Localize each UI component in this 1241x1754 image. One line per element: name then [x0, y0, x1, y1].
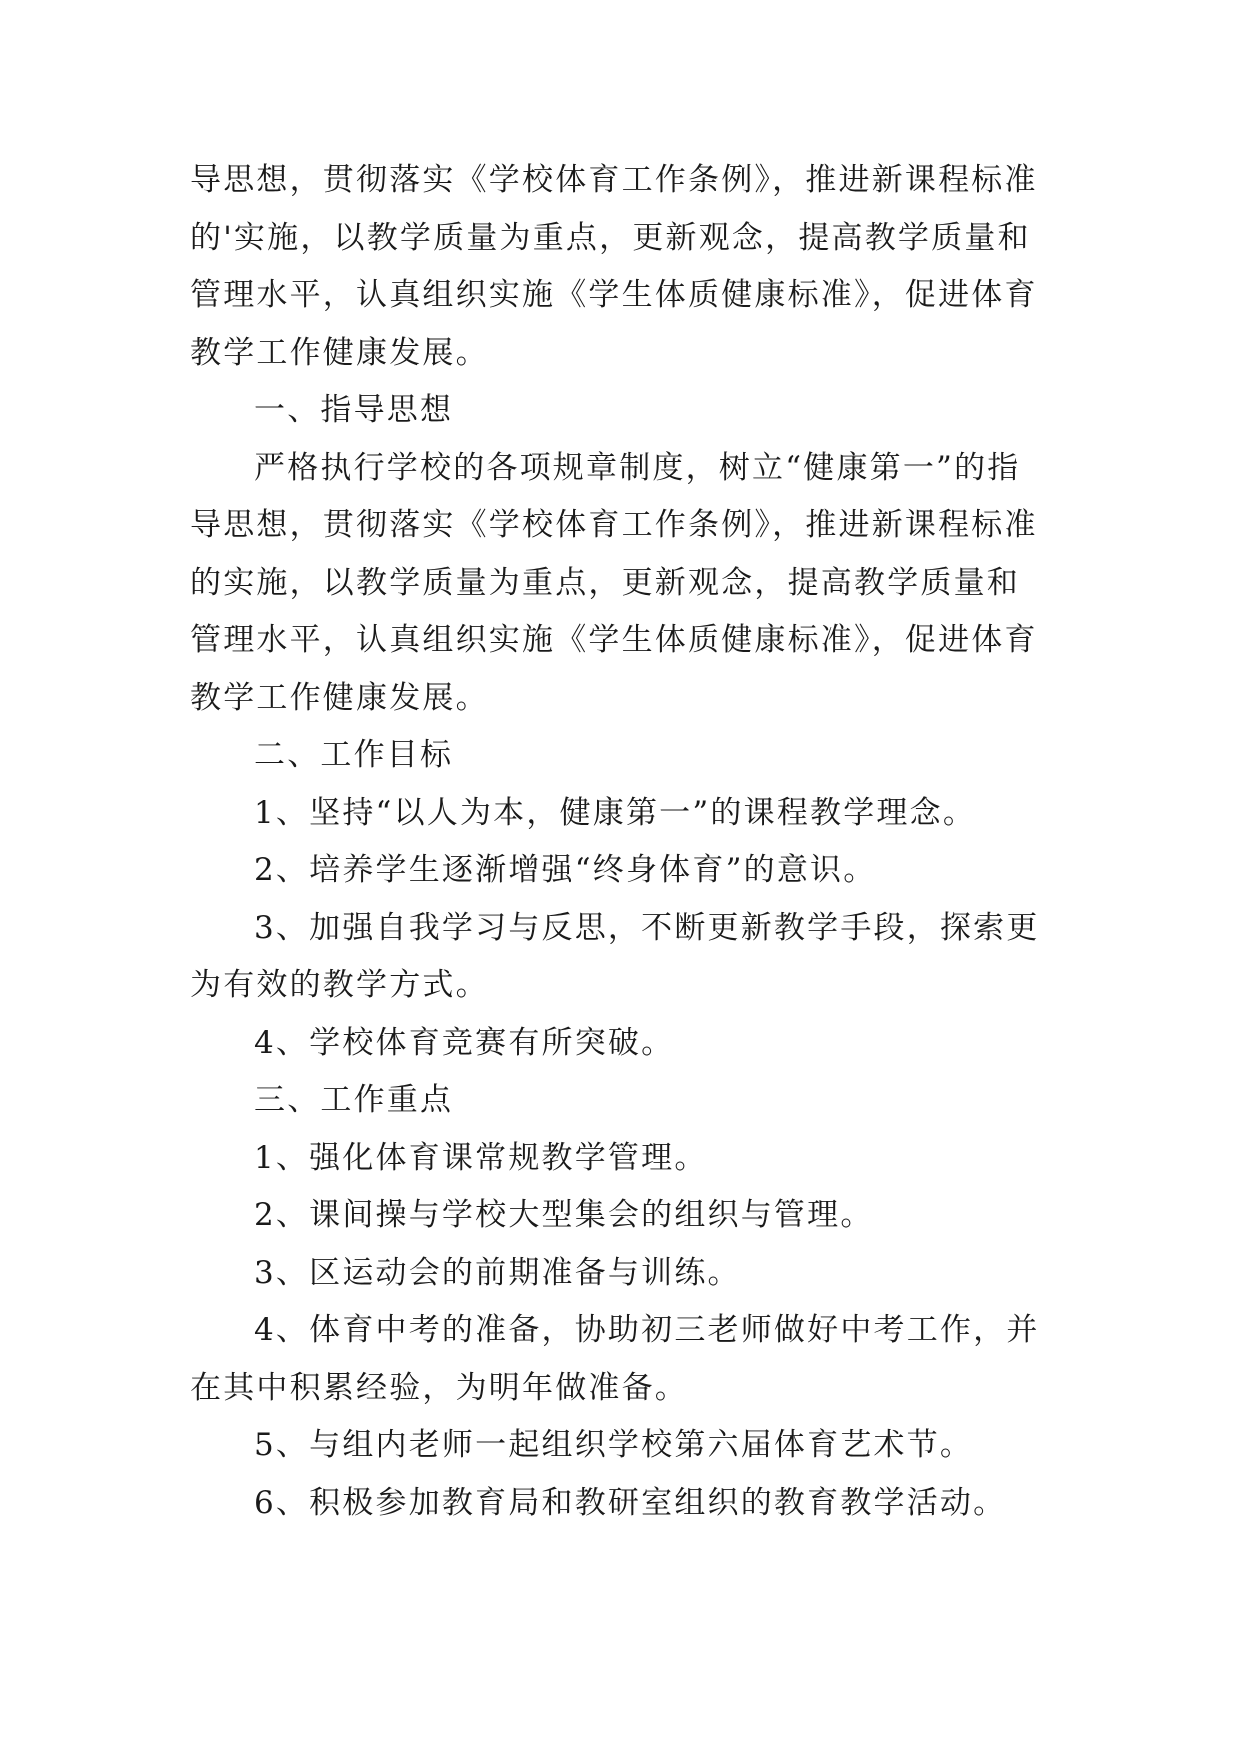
section-heading-guiding-ideology: 一、指导思想 — [254, 392, 454, 428]
focus-item-3: 3、区运动会的前期准备与训练。 — [254, 1254, 741, 1291]
focus-item-2: 2、课间操与学校大型集会的组织与管理。 — [254, 1197, 874, 1233]
section-heading-work-focus: 三、工作重点 — [254, 1082, 454, 1118]
document-body — [190, 152, 1050, 1532]
focus-item-4: 4、体育中考的准备，协助初三老师做好中考工作，并在其中积累经验，为明年做准备。 — [190, 1312, 1040, 1406]
goal-item-1: 1、坚持“以人为本，健康第一”的课程教学理念。 — [254, 794, 977, 831]
focus-item-5: 5、与组内老师一起组织学校第六届体育艺术节。 — [254, 1427, 974, 1463]
goal-item-4: 4、学校体育竞赛有所突破。 — [254, 1024, 675, 1061]
paragraph-guiding-ideology: 严格执行学校的各项规章制度，树立“健康第一”的指导思想，贯彻落实《学校体育工作条例》，推进新课程标准的实施，以教学质量为重点，更新观念，提高教学质量和管理水平，认真组织实施《学生体质健康标准》，促进体育教学工作健康发展。 — [190, 449, 1038, 716]
goal-item-3: 3、加强自我学习与反思，不断更新教学手段，探索更为有效的教学方式。 — [190, 909, 1040, 1003]
paragraph-continuation: 导思想，贯彻落实《学校体育工作条例》，推进新课程标准的'实施，以教学质量为重点，更新观念，提高教学质量和管理水平，认真组织实施《学生体质健康标准》，促进体育教学工作健康发展。 — [190, 162, 1038, 371]
goal-item-2: 2、培养学生逐渐增强“终身体育”的意识。 — [254, 852, 877, 888]
section-heading-work-goals: 二、工作目标 — [254, 737, 454, 773]
focus-item-6: 6、积极参加教育局和教研室组织的教育教学活动。 — [254, 1484, 1007, 1521]
focus-item-1: 1、强化体育课常规教学管理。 — [254, 1139, 708, 1176]
